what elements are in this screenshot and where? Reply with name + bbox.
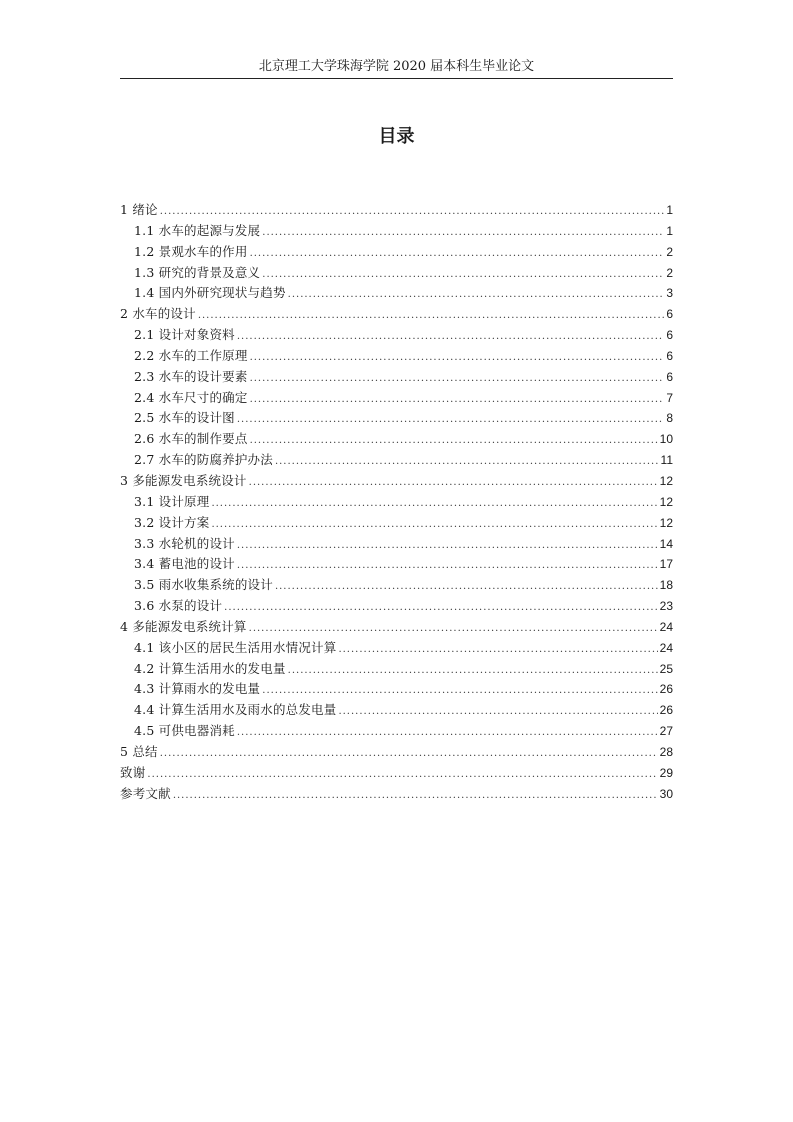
toc-entry[interactable] — [120, 763, 673, 784]
toc-dot-leader — [211, 494, 657, 514]
toc-entry-page-number: 12 — [659, 473, 673, 488]
toc-entry[interactable] — [120, 346, 673, 367]
toc-entry-label: 4.2 计算生活用水的发电量 — [134, 660, 286, 676]
toc-entry-page-number: 25 — [659, 661, 673, 676]
toc-dot-leader — [198, 306, 664, 326]
toc-dot-leader — [173, 786, 658, 806]
toc-entry-page-number: 17 — [659, 557, 673, 572]
toc-entry[interactable] — [120, 283, 673, 304]
toc-title: 目录 — [378, 126, 415, 147]
toc-entry-label: 1.1 水车的起源与发展 — [134, 222, 261, 238]
toc-dot-leader — [249, 619, 658, 639]
table-of-contents — [120, 200, 673, 804]
toc-entry-page-number: 6 — [666, 328, 673, 343]
page-header: 北京理工大学珠海学院 2020 届本科生毕业论文 — [258, 59, 535, 74]
toc-entry[interactable] — [120, 742, 673, 763]
toc-dot-leader — [250, 390, 665, 410]
toc-dot-leader — [275, 452, 659, 472]
toc-entry[interactable] — [120, 263, 673, 284]
toc-entry-page-number: 26 — [659, 682, 673, 697]
toc-entry-label: 3.2 设计方案 — [134, 514, 210, 530]
toc-entry-label: 3.5 雨水收集系统的设计 — [134, 577, 273, 593]
toc-dot-leader — [211, 515, 657, 535]
toc-dot-leader — [262, 681, 657, 701]
toc-entry-label: 4.5 可供电器消耗 — [134, 723, 235, 739]
toc-entry-page-number: 11 — [660, 453, 673, 468]
toc-entry-label: 2.1 设计对象资料 — [134, 327, 235, 343]
toc-dot-leader — [338, 640, 657, 660]
toc-entry-page-number: 1 — [666, 203, 673, 217]
toc-entry[interactable] — [120, 784, 673, 805]
toc-dot-leader — [288, 285, 665, 305]
toc-entry-page-number: 6 — [666, 369, 673, 384]
toc-entry[interactable] — [120, 659, 673, 680]
toc-entry-page-number: 28 — [659, 744, 673, 759]
toc-dot-leader — [250, 431, 658, 451]
toc-entry-label: 3.6 水泵的设计 — [134, 598, 223, 614]
toc-dot-leader — [250, 369, 665, 389]
toc-entry-label: 2 水车的设计 — [120, 306, 196, 322]
toc-entry-label: 3.4 蓄电池的设计 — [134, 556, 235, 572]
toc-entry[interactable] — [120, 221, 673, 242]
toc-dot-leader — [237, 556, 658, 576]
toc-entry-label: 5 总结 — [120, 743, 158, 759]
toc-entry[interactable] — [120, 721, 673, 742]
toc-dot-leader — [237, 327, 664, 347]
toc-entry-label: 参考文献 — [120, 785, 171, 801]
toc-dot-leader — [237, 536, 658, 556]
toc-entry-page-number: 8 — [666, 411, 673, 426]
toc-entry-page-number: 29 — [659, 765, 673, 780]
toc-entry-label: 4.4 计算生活用水及雨水的总发电量 — [134, 702, 337, 718]
toc-entry-page-number: 23 — [659, 599, 673, 614]
toc-entry-page-number: 26 — [659, 703, 673, 718]
toc-entry-page-number: 10 — [659, 432, 673, 447]
toc-dot-leader — [237, 723, 658, 743]
toc-entry-label: 3.3 水轮机的设计 — [134, 535, 235, 551]
toc-entry-page-number: 12 — [659, 515, 673, 530]
toc-entry-label: 致谢 — [120, 764, 146, 780]
toc-entry-label: 2.5 水车的设计图 — [134, 410, 235, 426]
toc-entry-label: 2.2 水车的工作原理 — [134, 347, 248, 363]
toc-entry-label: 3 多能源发电系统设计 — [120, 472, 247, 488]
toc-entry-page-number: 24 — [659, 619, 673, 634]
toc-entry[interactable] — [120, 408, 673, 429]
toc-entry-label: 4.1 该小区的居民生活用水情况计算 — [134, 639, 337, 655]
toc-entry-page-number: 12 — [659, 494, 673, 509]
toc-entry[interactable] — [120, 679, 673, 700]
toc-entry[interactable] — [120, 200, 673, 221]
toc-entry[interactable] — [120, 513, 673, 534]
toc-dot-leader — [262, 265, 664, 285]
toc-entry[interactable] — [120, 575, 673, 596]
toc-dot-leader — [250, 348, 665, 368]
toc-entry[interactable] — [120, 534, 673, 555]
toc-entry-page-number: 2 — [666, 265, 673, 280]
toc-entry[interactable] — [120, 492, 673, 513]
toc-entry[interactable] — [120, 617, 673, 638]
toc-entry-label: 2.7 水车的防腐养护办法 — [134, 452, 273, 468]
toc-entry-label: 1 绪论 — [120, 202, 158, 217]
toc-entry-label: 4 多能源发电系统计算 — [120, 618, 247, 634]
toc-entry-page-number: 1 — [666, 223, 673, 238]
toc-entry[interactable] — [120, 471, 673, 492]
toc-entry-page-number: 14 — [659, 536, 673, 551]
toc-entry-page-number: 6 — [666, 307, 673, 322]
toc-dot-leader — [160, 202, 665, 222]
toc-entry-label: 2.4 水车尺寸的确定 — [134, 389, 248, 405]
toc-entry[interactable] — [120, 638, 673, 659]
toc-entry-page-number: 30 — [659, 786, 673, 801]
toc-entry-page-number: 24 — [659, 640, 673, 655]
toc-entry[interactable] — [120, 367, 673, 388]
toc-dot-leader — [224, 598, 657, 618]
toc-entry-label: 2.6 水车的制作要点 — [134, 431, 248, 447]
toc-entry-page-number: 27 — [659, 724, 673, 739]
toc-entry[interactable] — [120, 388, 673, 409]
toc-entry-label: 2.3 水车的设计要素 — [134, 368, 248, 384]
toc-dot-leader — [237, 410, 664, 430]
toc-entry[interactable] — [120, 450, 673, 471]
toc-entry-page-number: 7 — [666, 390, 673, 405]
header-divider — [120, 78, 673, 79]
toc-dot-leader — [250, 244, 665, 264]
toc-entry-label: 4.3 计算雨水的发电量 — [134, 681, 261, 697]
toc-dot-leader — [160, 744, 658, 764]
toc-entry-label: 1.2 景观水车的作用 — [134, 243, 248, 259]
toc-entry[interactable] — [120, 242, 673, 263]
toc-entry-label: 1.3 研究的背景及意义 — [134, 264, 261, 280]
toc-entry[interactable] — [120, 304, 673, 325]
toc-dot-leader — [249, 473, 658, 493]
toc-entry-page-number: 18 — [659, 578, 673, 593]
toc-entry-page-number: 6 — [666, 348, 673, 363]
toc-entry-page-number: 2 — [666, 244, 673, 259]
toc-entry[interactable] — [120, 596, 673, 617]
toc-dot-leader — [262, 223, 664, 243]
toc-entry-label: 1.4 国内外研究现状与趋势 — [134, 285, 286, 301]
toc-entry[interactable] — [120, 554, 673, 575]
toc-entry-label: 3.1 设计原理 — [134, 493, 210, 509]
toc-entry-page-number: 3 — [666, 286, 673, 301]
toc-entry[interactable] — [120, 325, 673, 346]
toc-entry[interactable] — [120, 700, 673, 721]
toc-dot-leader — [275, 577, 658, 597]
toc-dot-leader — [288, 661, 658, 681]
toc-dot-leader — [338, 702, 657, 722]
toc-dot-leader — [147, 765, 657, 785]
toc-entry[interactable] — [120, 429, 673, 450]
